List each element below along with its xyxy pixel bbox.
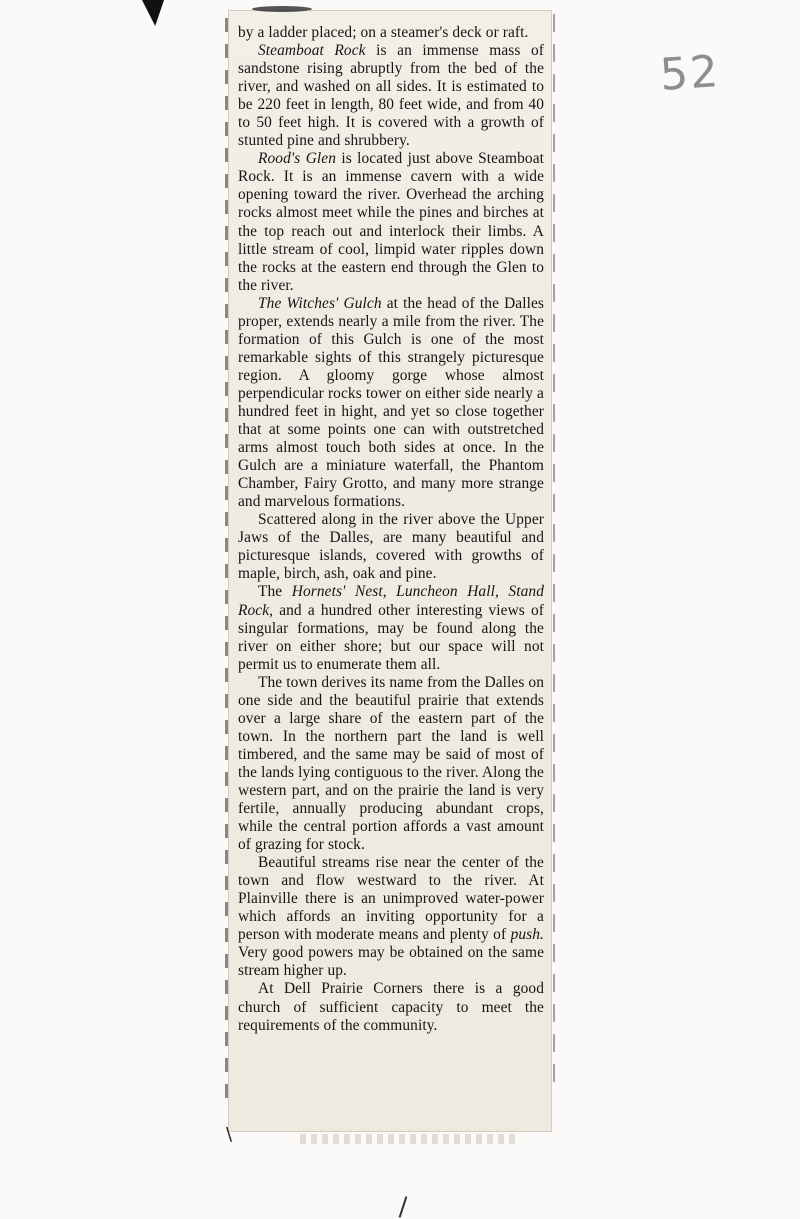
italic-phrase: Rood's Glen [258,150,337,168]
paragraph-islands [238,511,544,583]
italic-phrase: Hornets' Nest, Luncheon Hall, Stand Rock, [238,583,544,619]
italic-phrase: push. [510,926,544,944]
paragraph-town-name [238,674,544,854]
text-run: and a hundred other interesting views of singular formations, may be found along the river on either shore; but our space will not permit us to enumerate them all. [238,601,544,673]
paragraph-hornets-nest [238,583,544,673]
bottom-pen-stroke [399,1196,408,1218]
margin-tick-mark: \ [226,1124,233,1145]
italic-phrase: The Witches' Gulch [258,294,382,312]
faint-bottom-scribble [300,1134,520,1144]
paragraph-continuation [238,24,544,42]
handwritten-page-number: 52 [658,45,722,102]
article-text [238,24,544,1035]
text-run: is an immense mass of sandstone rising abruptly from the bed of the river, and washed on all sides. It is estimated to be 220 feet in length, 80 feet wide, and from 40 to 50 feet high. It is covered with a growth of stunted pine and shrubbery. [238,42,544,150]
paragraph-steamboat-rock [238,42,544,150]
paragraph-witches-gulch [238,295,544,512]
text-run: Beautiful streams rise near the center of the town and flow westward to the river. At Plainville there is an unimproved water-power which affords an inviting opportunity for a person with moderate means and plenty of [238,854,544,944]
italic-phrase: Steamboat Rock [258,42,366,60]
paragraph-roods-glen [238,150,544,294]
text-run: At Dell Prairie Corners there is a good church of sufficient capacity to meet the requirements of the community. [238,980,544,1034]
corner-ink-mark [142,0,164,26]
text-run: by a ladder placed [238,24,353,41]
paragraph-church [238,980,544,1034]
newspaper-clipping [228,10,552,1132]
text-run: is located just above Steamboat Rock. It is an immense cavern with a wide opening toward the river. Overhead the arching rocks almost meet while the pines and birches at the top reach out and interlock their limbs. A little stream of cool, limpid water ripples down the rocks at the eastern end through the Glen to the river. [238,150,544,294]
text-run: ; on a steamer's deck or raft. [352,24,529,41]
text-run: Scattered along in the river above the Upper Jaws of the Dalles, are many beautiful and picturesque islands, covered with growths of maple, birch, ash, oak and pine. [238,511,544,583]
text-run: The town derives its name from the Dalles on one side and the beautiful prairie that extends over a large share of the eastern part of the town. In the northern part the land is well timbered, and the same may be said of most of the lands lying contiguous to the river. Along the western part, and on the prairie the land is very fertile, annually producing abundant crops, while the central portion affords a vast amount of grazing for stock. [238,673,544,854]
text-run: Very good powers may be obtained on the same stream higher up. [238,944,544,980]
top-ink-rule [252,6,312,12]
text-run: The [258,583,292,601]
paragraph-streams [238,854,544,980]
text-run: at the head of the Dalles proper, extends nearly a mile from the river. The formation of this Gulch is one of the most remarkable sights of this strangely picturesque region. A gloomy gorge whose almost perpendicular rocks tower on either side nearly a hundred feet in hight, and yet so close together that at some points one can with outstretched arms almost touch both sides at once. In the Gulch are a miniature waterfall, the Phantom Chamber, Fairy Grotto, and many more strange and marvelous formations. [238,294,544,511]
